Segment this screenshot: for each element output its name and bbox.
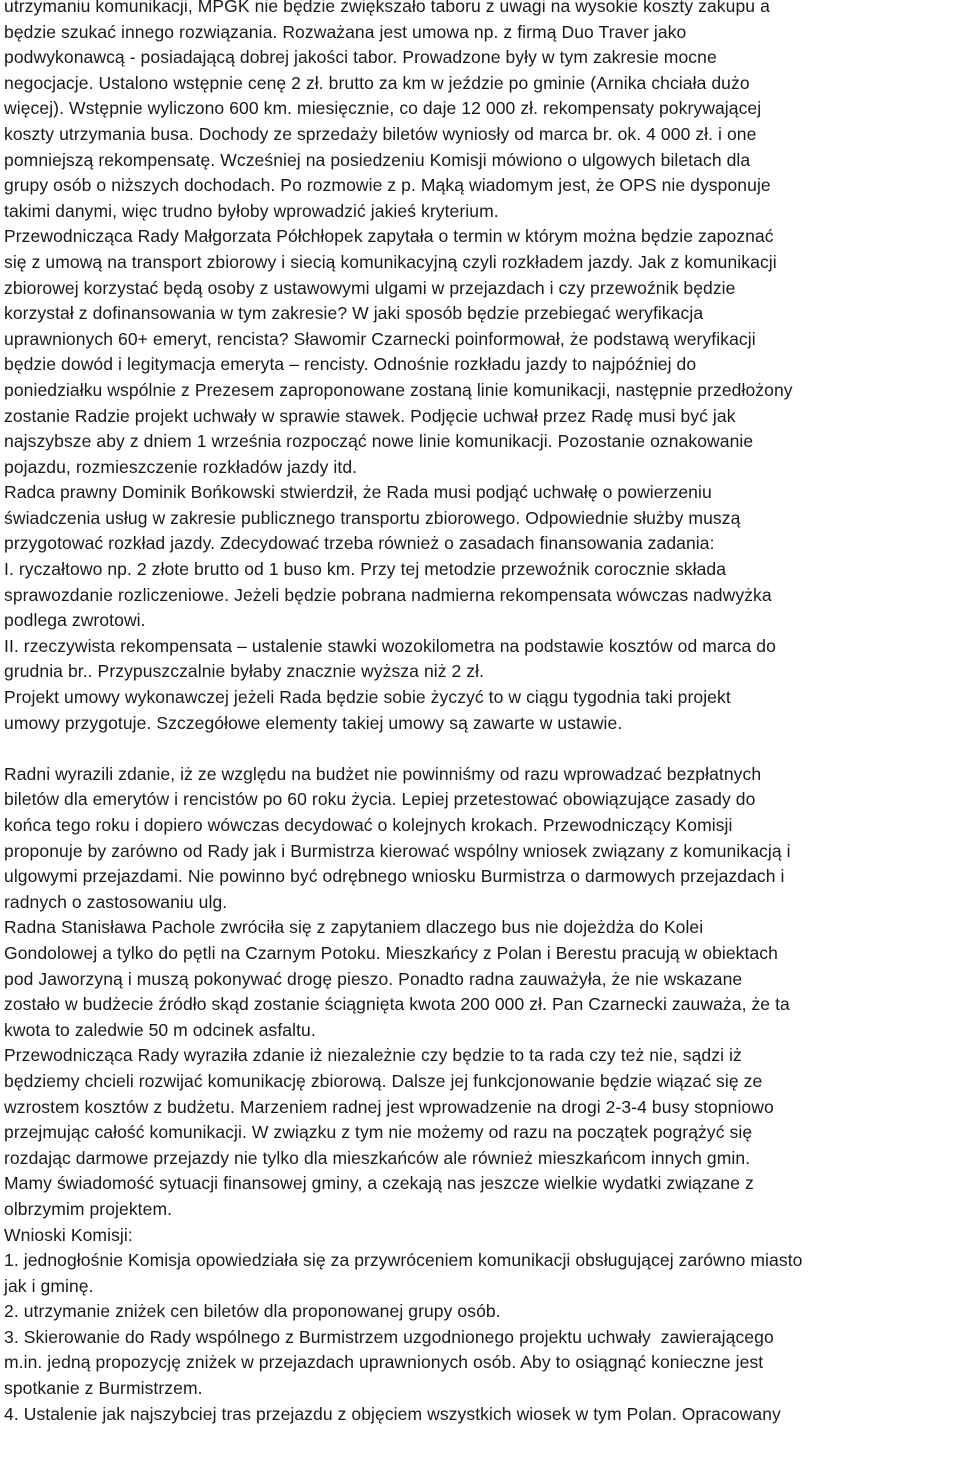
text-line: Gondolowej a tylko do pętli na Czarnym Potoku. Mieszkańcy z Polan i Berestu pracują w obiektach (4, 942, 778, 963)
text-line: zostanie Radzie projekt uchwały w sprawie stawek. Podjęcie uchwał przez Radę musi być jak (4, 405, 736, 426)
text-line: I. ryczałtowo np. 2 złote brutto od 1 buso km. Przy tej metodzie przewoźnik corocznie składa (4, 559, 727, 580)
text-line: zbiorowej korzystać będą osoby z ustawowymi ulgami w przejazdach i czy przewoźnik będzie (4, 277, 736, 298)
text-line: proponuje by zarówno od Rady jak i Burmistrza kierować wspólny wniosek związany z komunikacją i (4, 840, 791, 861)
text-line: przygotować rozkład jazdy. Zdecydować trzeba również o zasadach finansowania zadania: (4, 533, 715, 554)
text-line: utrzymaniu komunikacji, MPGK nie będzie zwiększało taboru z uwagi na wysokie koszty zakupu a (4, 0, 770, 16)
text-line: radnych o zastosowaniu ulg. (4, 891, 228, 912)
text-line: olbrzymim projektem. (4, 1198, 173, 1219)
text-line: 1. jednogłośnie Komisja opowiedziała się za przywróceniem komunikacji obsługującej zarówno miasto (4, 1250, 803, 1271)
text-line: umowy przygotuje. Szczegółowe elementy takiej umowy są zawarte w ustawie. (4, 712, 623, 733)
text-line: końca tego roku i dopiero wówczas decydować o kolejnych krokach. Przewodniczący Komisji (4, 815, 733, 835)
text-line: ulgowymi przejazdami. Nie powinno być odrębnego wniosku Burmistrza o darmowych przejazdach i (4, 866, 785, 887)
text-line: rozdając darmowe przejazdy nie tylko dla mieszkańców ale również mieszkańcom innych gmin. (4, 1147, 751, 1168)
text-line: Mamy świadomość sytuacji finansowej gminy, a czekają nas jeszcze wielkie wydatki związane z (4, 1173, 754, 1194)
text-line: najszybsze aby z dniem 1 września rozpocząć nowe linie komunikacji. Pozostanie oznakowanie (4, 431, 754, 452)
text-line: koszty utrzymania busa. Dochody ze sprzedaży biletów wyniosły od marca br. ok. 4 000 zł. i one (4, 123, 757, 144)
text-line: uprawnionych 60+ emeryt, rencista? Sławomir Czarnecki poinformował, że podstawą weryfikacji (4, 328, 756, 349)
text-line: 2. utrzymanie zniżek cen biletów dla proponowanej grupy osób. (4, 1301, 501, 1322)
text-line: poniedziałku wspólnie z Prezesem zaproponowane zostaną linie komunikacji, następnie przedłożony (4, 379, 793, 400)
text-line: korzystał z dofinansowania w tym zakresie? W jaki sposób będzie przebiegać weryfikacja (4, 303, 704, 324)
text-line: spotkanie z Burmistrzem. (4, 1378, 203, 1399)
text-line: takimi danymi, więc trudno byłoby wprowadzić jakieś kryterium. (4, 200, 499, 221)
text-line: m.in. jedną propozycję zniżek w przejazdach uprawnionych osób. Aby to osiągnąć konieczne jest (4, 1352, 764, 1373)
text-line: biletów dla emerytów i rencistów po 60 roku życia. Lepiej przetestować obowiązujące zasady do (4, 789, 756, 810)
text-line: Radni wyrazili zdanie, iż ze względu na budżet nie powinniśmy od razu wprowadzać bezpłatnych (4, 763, 762, 784)
text-line: się z umową na transport zbiorowy i siecią komunikacyjną czyli rozkładem jazdy. Jak z komunikacji (4, 251, 777, 272)
text-line: Radca prawny Dominik Bońkowski stwierdził, że Rada musi podjąć uchwałę o powierzeniu (4, 482, 712, 503)
text-line: będzie dowód i legitymacja emeryta – rencisty. Odnośnie rozkładu jazdy to najpóźniej do (4, 354, 697, 375)
text-line: Przewodnicząca Rady Małgorzata Półchłopek zapytała o termin w którym można będzie zapoznać (4, 226, 774, 247)
text-line: pojazdu, rozmieszczenie rozkładów jazdy itd. (4, 456, 358, 477)
text-line: świadczenia usług w zakresie publicznego transportu zbiorowego. Odpowiednie służby muszą (4, 507, 741, 528)
text-line: jak i gminę. (4, 1275, 94, 1296)
text-line: wzrostem kosztów z budżetu. Marzeniem radnej jest wprowadzenie na drogi 2-3-4 busy stopniowo (4, 1096, 774, 1117)
text-line: 3. Skierowanie do Rady wspólnego z Burmistrzem uzgodnionego projektu uchwały zawierającego (4, 1326, 774, 1347)
text-line: pomniejszą rekompensatę. Wcześniej na posiedzeniu Komisji mówiono o ulgowych biletach dla (4, 149, 751, 170)
text-line: przejmując całość komunikacji. W związku z tym nie możemy od razu na początek pogrążyć się (4, 1122, 753, 1143)
text-line: negocjacje. Ustalono wstępnie cenę 2 zł. brutto za km w jeździe po gminie (Arnika chciała dużo (4, 72, 750, 93)
text-line: pod Jaworzyną i muszą pokonywać drogę pieszo. Ponadto radna zauważyła, że nie wskazane (4, 968, 743, 989)
text-line: 4. Ustalenie jak najszybciej tras przejazdu z objęciem wszystkich wiosek w tym Polan. Opracowany (4, 1403, 781, 1424)
text-line: sprawozdanie rozliczeniowe. Jeżeli będzie pobrana nadmierna rekompensata wówczas nadwyżka (4, 584, 772, 605)
text-line: kwota to zaledwie 50 m odcinek asfaltu. (4, 1019, 316, 1040)
text-line: podwykonawcą - posiadającą dobrej jakości tabor. Prowadzone były w tym zakresie mocne (4, 47, 717, 68)
text-line: będzie szukać innego rozwiązania. Rozważana jest umowa np. z firmą Duo Traver jako (4, 21, 687, 42)
text-line: zostało w budżecie źródło skąd zostanie ściągnięta kwota 200 000 zł. Pan Czarnecki zauważa, że ta (4, 994, 790, 1015)
text-line: będziemy chcieli rozwijać komunikację zbiorową. Dalsze jej funkcjonowanie będzie wiązać się ze (4, 1070, 763, 1091)
text-line: Radna Stanisława Pachole zwróciła się z zapytaniem dlaczego bus nie dojeżdża do Kolei (4, 917, 704, 938)
text-line: Wnioski Komisji: (4, 1224, 133, 1245)
text-line: II. rzeczywista rekompensata – ustalenie stawki wozokilometra na podstawie kosztów od marca do (4, 635, 776, 656)
text-line: Przewodnicząca Rady wyraziła zdanie iż niezależnie czy będzie to ta rada czy też nie, sądzi iż (4, 1045, 742, 1066)
text-line: Projekt umowy wykonawczej jeżeli Rada będzie sobie życzyć to w ciągu tygodnia taki projekt (4, 687, 731, 708)
text-line: grupy osób o niższych dochodach. Po rozmowie z p. Mąką wiadomym jest, że OPS nie dysponuje (4, 175, 771, 196)
document-body (4, 0, 960, 1427)
text-line: więcej). Wstępnie wyliczono 600 km. miesięcznie, co daje 12 000 zł. rekompensaty pokrywającej (4, 98, 762, 119)
text-line: podlega zwrotowi. (4, 610, 146, 631)
paragraph-gap (4, 736, 960, 762)
text-line: grudnia br.. Przypuszczalnie byłaby znacznie wyższa niż 2 zł. (4, 661, 485, 682)
